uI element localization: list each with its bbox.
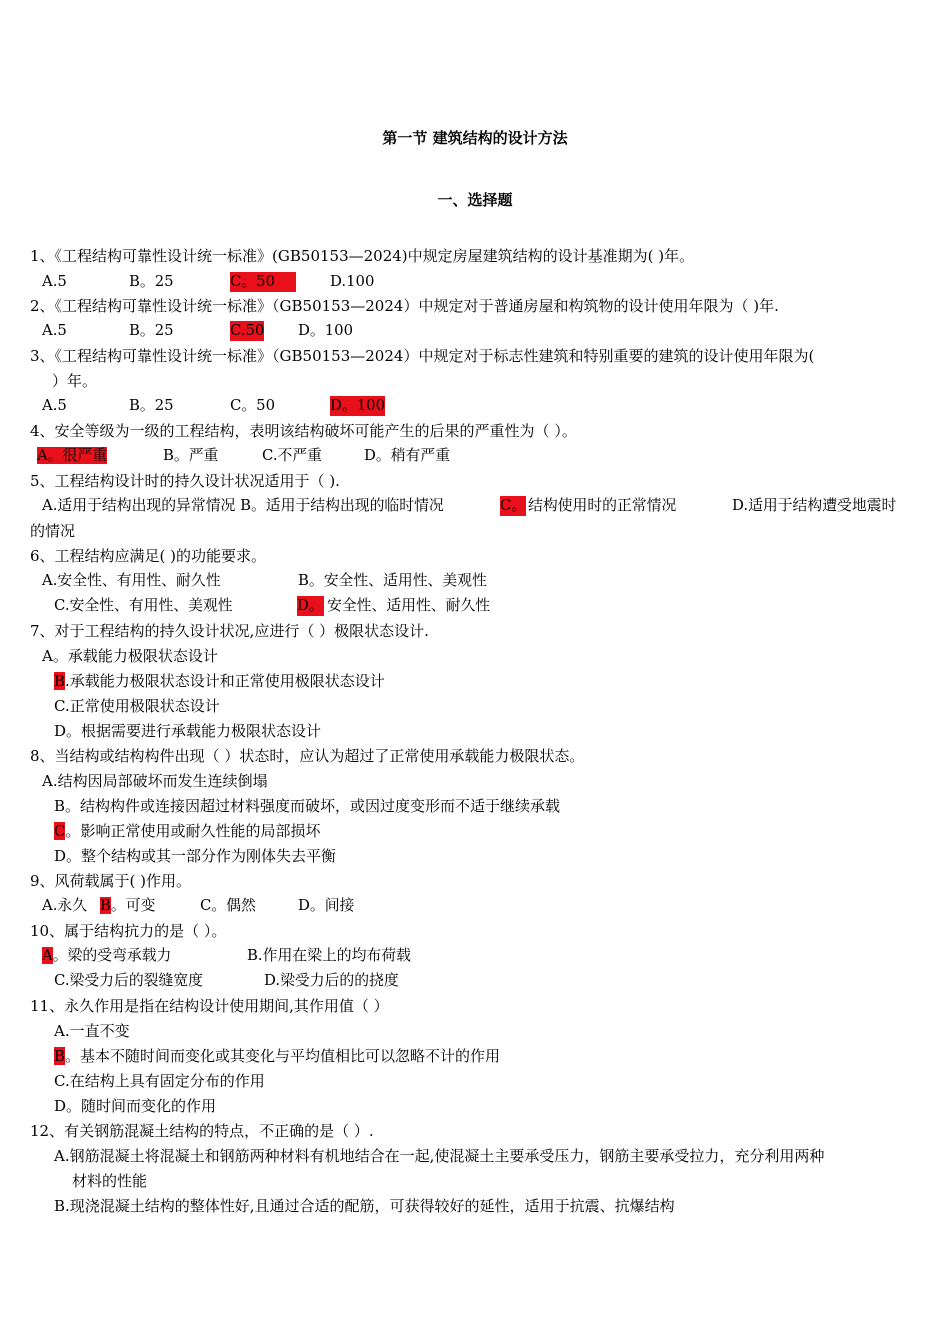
question-6-options-ab — [0, 571, 950, 591]
question-10-options-cd — [0, 971, 950, 991]
question-12-option-a-cont: 材料的性能 — [72, 1172, 148, 1190]
question-5-options — [0, 496, 950, 516]
option-c-text: 。影响正常使用或耐久性能的局部损坏 — [65, 822, 321, 840]
question-9-options — [0, 896, 950, 916]
option-c-text: 结构使用时的正常情况 — [528, 497, 677, 514]
option-c-answer-mark: C。 — [500, 497, 527, 514]
option-c: C。偶然 — [200, 897, 256, 914]
question-5-stem: 5、工程结构设计时的持久设计状况适用于（ ). — [30, 472, 340, 490]
option-d: D.梁受力后的的挠度 — [264, 972, 399, 989]
option-b-answer-mark: B — [54, 1047, 66, 1065]
option-d-text: 安全性、适用性、耐久性 — [327, 597, 491, 614]
option-b-answer — [100, 896, 155, 916]
option-a-answer: A。很严重 — [37, 447, 108, 464]
question-4-options — [0, 446, 950, 466]
question-1-stem: 1、《工程结构可靠性设计统一标准》(GB50153—2024)中规定房屋建筑结构的设计基准期为( )年。 — [30, 247, 695, 265]
option-a-text: 。梁的受弯承载力 — [52, 947, 172, 964]
option-a-answer-mark: A — [42, 947, 53, 964]
page-title: 第一节 建筑结构的设计方法 — [382, 129, 568, 147]
question-12-option-a: A.钢筋混凝土将混凝土和钢筋两种材料有机地结合在一起,使混凝土主要承受压力，钢筋主要承受拉力，充分利用两种 — [54, 1147, 825, 1165]
option-c: C。50 — [230, 397, 276, 414]
option-b-text: .承载能力极限状态设计和正常使用极限状态设计 — [65, 672, 385, 690]
option-c-answer: C。50 — [230, 272, 296, 292]
option-d: D。间接 — [298, 897, 355, 914]
question-3-stem-cont: ）年。 — [52, 372, 98, 390]
question-9-stem: 9、风荷载属于( )作用。 — [30, 872, 192, 890]
option-c: C.不严重 — [262, 447, 323, 464]
option-b-answer-mark: B — [100, 897, 111, 914]
option-d: D。100 — [298, 322, 354, 339]
option-a: A.5 — [42, 397, 67, 414]
option-a: A.5 — [42, 322, 67, 339]
question-2-stem: 2、《工程结构可靠性设计统一标准》（GB50153—2024）中规定对于普通房屋和构筑物的设计使用年限为（ )年. — [30, 297, 779, 315]
question-5-option-d-cont: 的情况 — [30, 522, 76, 540]
option-b: B.作用在梁上的均布荷载 — [247, 947, 411, 964]
question-7-option-b — [54, 671, 385, 691]
option-a: A.永久 — [42, 897, 88, 914]
question-3-stem: 3、《工程结构可靠性设计统一标准》（GB50153—2024）中规定对于标志性建筑和特别重要的建筑的设计使用年限为( — [30, 347, 815, 365]
option-d: D.100 — [330, 273, 375, 290]
question-11-option-c: C.在结构上具有固定分布的作用 — [54, 1072, 265, 1090]
question-3-options — [0, 396, 950, 416]
question-11-option-b — [54, 1046, 500, 1066]
question-4-stem: 4、安全等级为一级的工程结构，表明该结构破坏可能产生的后果的严重性为（ ）。 — [30, 422, 577, 440]
option-a-answer — [42, 946, 171, 966]
option-b: B。25 — [129, 273, 174, 290]
option-a: A.安全性、有用性、耐久性 — [42, 572, 221, 589]
options-a-b: A.适用于结构出现的异常情况 B。适用于结构出现的临时情况 — [42, 497, 444, 514]
question-8-option-a: A.结构因局部破坏而发生连续倒塌 — [42, 772, 268, 790]
option-a: A.5 — [42, 273, 67, 290]
question-8-option-d: D。整个结构或其一部分作为刚体失去平衡 — [54, 847, 337, 865]
option-d: D.适用于结构遭受地震时 — [732, 497, 897, 514]
option-b: B。25 — [129, 397, 174, 414]
section-title: 一、选择题 — [437, 191, 513, 209]
question-8-option-c — [54, 821, 321, 841]
option-b-answer-mark: B — [54, 672, 66, 690]
question-7-stem: 7、对于工程结构的持久设计状况,应进行（ ）极限状态设计. — [30, 622, 429, 640]
question-10-options-ab — [0, 946, 950, 966]
question-8-stem: 8、当结构或结构构件出现（ ）状态时，应认为超过了正常使用承载能力极限状态。 — [30, 747, 585, 765]
question-7-option-a: A。承载能力极限状态设计 — [42, 647, 218, 665]
question-11-option-a: A.一直不变 — [54, 1022, 130, 1040]
question-11-option-d: D。随时间而变化的作用 — [54, 1097, 217, 1115]
question-1-options — [0, 272, 950, 292]
option-b: B。严重 — [163, 447, 219, 464]
option-c-answer-mark: C — [54, 822, 66, 840]
question-12-stem: 12、有关钢筋混凝土结构的特点，不正确的是（ ）. — [30, 1122, 374, 1140]
option-c-answer: C.50 — [230, 322, 265, 339]
option-d-answer: D。100 — [330, 397, 386, 414]
option-c: C.安全性、有用性、美观性 — [54, 597, 233, 614]
option-c: C.梁受力后的裂缝宽度 — [54, 972, 203, 989]
option-b-text: 。基本不随时间而变化或其变化与平均值相比可以忽略不计的作用 — [65, 1047, 501, 1065]
question-7-option-d: D。根据需要进行承载能力极限状态设计 — [54, 722, 322, 740]
question-2-options — [0, 321, 950, 341]
option-b-text: 。可变 — [110, 897, 156, 914]
question-11-stem: 11、永久作用是指在结构设计使用期间,其作用值（ ） — [30, 997, 389, 1015]
question-7-option-c: C.正常使用极限状态设计 — [54, 697, 220, 715]
option-d: D。稍有严重 — [364, 447, 451, 464]
question-10-stem: 10、属于结构抗力的是（ ）。 — [30, 922, 227, 940]
question-8-option-b: B。结构构件或连接因超过材料强度而破坏，或因过度变形而不适于继续承载 — [54, 797, 561, 815]
question-12-option-b: B.现浇混凝土结构的整体性好,且通过合适的配筋，可获得较好的延性，适用于抗震、抗爆结构 — [54, 1197, 675, 1215]
question-6-stem: 6、工程结构应满足( )的功能要求。 — [30, 547, 267, 565]
option-b: B。安全性、适用性、美观性 — [298, 572, 487, 589]
option-d-answer-mark: D。 — [297, 597, 324, 614]
question-6-options-cd — [0, 596, 950, 616]
option-b: B。25 — [129, 322, 174, 339]
